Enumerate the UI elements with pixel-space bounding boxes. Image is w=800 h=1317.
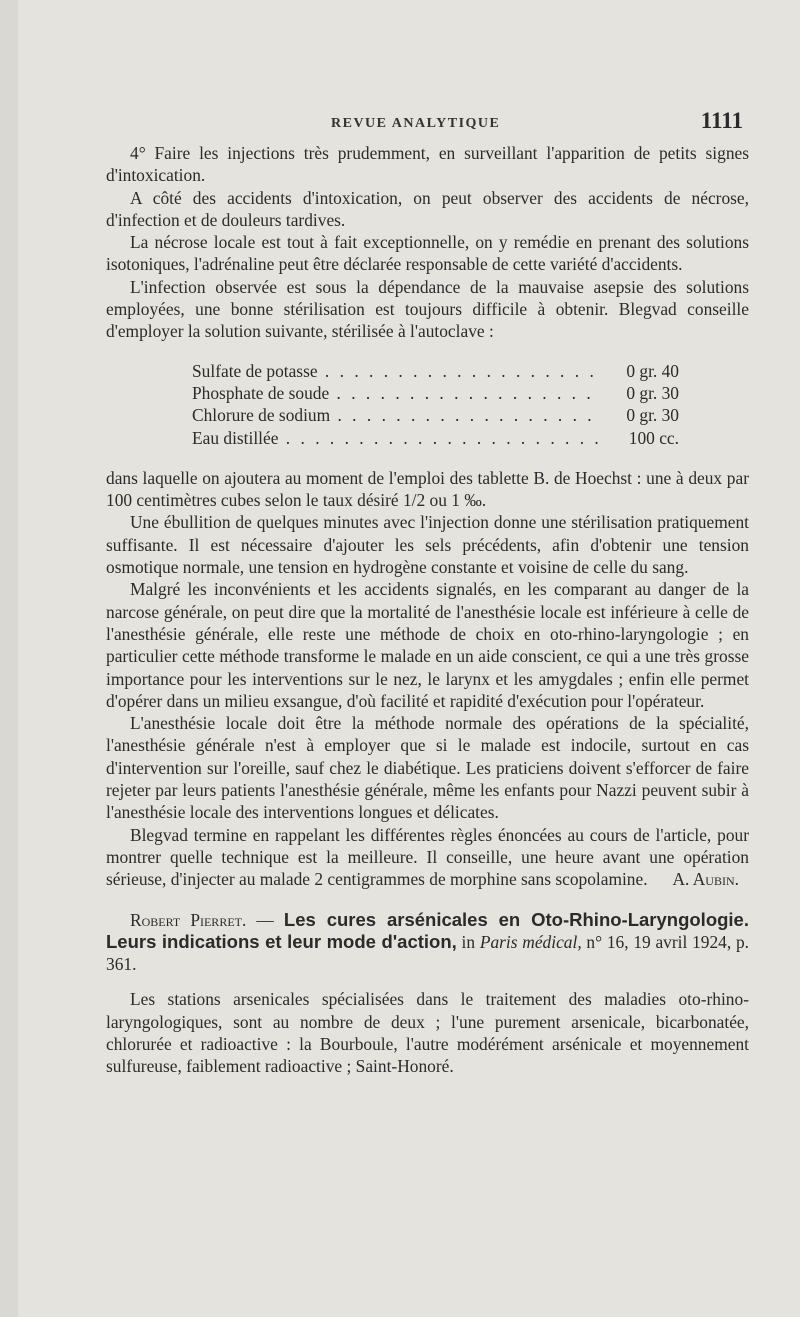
paragraph: L'anesthésie locale doit être la méthode normale des opérations de la spécialité, l'anesthésie générale n'est à employer que si le malade est indocile, surtout en cas d'intervention sur l'oreille, sauf chez le diabétique. Les praticiens doivent s'efforcer de faire rejeter par leurs patients l'anesthésie générale, même les enfants pour Nazzi peuvent subir à l'anesthésie locale des interventions longues et délicates. xyxy=(106,713,749,823)
formula-ingredient: Chlorure de sodium . . . xyxy=(192,404,599,426)
abstract-issue: n° 16, 19 avril 1924, p. 361. xyxy=(106,931,750,975)
paragraph: dans laquelle on ajoutera au moment de l'emploi des tablette B. de Hoechst : une à deux par 100 centimètres cubes selon le taux désiré 1/2 ou 1 ‰. xyxy=(106,467,749,511)
page xyxy=(18,0,800,1317)
page-header xyxy=(106,108,749,142)
abstract-dash: — xyxy=(246,909,284,930)
page-content xyxy=(106,108,750,1078)
abstract-author: Robert Pierret. xyxy=(130,909,247,930)
signature: A. Aubin. xyxy=(672,869,739,890)
formula-ingredient: Sulfate de potasse . . . xyxy=(192,360,599,382)
running-head: REVUE ANALYTIQUE xyxy=(331,116,501,131)
formula-row xyxy=(192,427,749,449)
abstract-journal: Paris médical, xyxy=(479,931,582,952)
paragraph: 4° Faire les injections très prudemment, en surveillant l'apparition de petits signes d'intoxication. xyxy=(106,143,749,186)
paragraph-with-signature xyxy=(106,824,749,891)
paragraph: Les stations arsenicales spécialisées dans le traitement des maladies oto-rhino-laryngologiques, sont au nombre de deux ; l'une purement arsenicale, bicarbonatée, chlorurée et radioactive : la Bourboule, l'autre modérément arsénicale et moyennement sulfureuse, faiblement radioactive ; Saint-Honoré. xyxy=(106,989,749,1077)
formula-quantity: 0 gr. 40 xyxy=(626,360,679,381)
formula-ingredient: Eau distillée . . . xyxy=(192,427,599,449)
abstract-heading xyxy=(106,909,749,976)
paragraph: La nécrose locale est tout à fait exceptionnelle, on y remédie en prenant des solutions isotoniques, l'adrénaline peut être déclarée responsable de cette variété d'accidents. xyxy=(106,232,749,275)
formula-row xyxy=(192,404,749,426)
formula-row xyxy=(192,382,749,404)
formula-row xyxy=(192,360,749,382)
paragraph: Malgré les inconvénients et les accidents signalés, en les comparant au danger de la narcose générale, on peut dire que la mortalité de l'anesthésie locale est inférieure à celle de l'anesthésie générale, elle reste une méthode de choix en oto-rhino-laryngologie ; en particulier cette méthode transforme le malade en un aide conscient, ce qui a une très grosse importance pour les interventions sur le nez, le larynx et les amygdales ; enfin elle permet d'opérer dans un milieu exsangue, d'où facilité et rapidité d'exécution pour l'opérateur. xyxy=(106,579,749,711)
abstract-title: Les cures arsénicales en Oto-Rhino-Laryngologie. Leurs indications et leur mode d'action, xyxy=(106,908,749,952)
abstract-in: in xyxy=(456,931,480,952)
paragraph-text: Blegvad termine en rappelant les différentes règles énoncées au cours de l'article, pour montrer quelle technique est la meilleure. Il conseille, une heure avant une opération sérieuse, d'injecter au malade 2 centigrammes de morphine sans scopolamine. xyxy=(106,824,749,890)
paragraph: L'infection observée est sous la dépendance de la mauvaise asepsie des solutions employées, une bonne stérilisation est toujours difficile à obtenir. Blegvad conseille d'employer la solution suivante, stérilisée à l'autoclave : xyxy=(106,276,749,342)
formula-ingredient: Phosphate de soude . . . xyxy=(192,382,599,404)
formula-quantity: 100 cc. xyxy=(628,427,679,448)
formula-quantity: 0 gr. 30 xyxy=(626,382,679,403)
formula-quantity: 0 gr. 30 xyxy=(626,405,679,426)
paragraph: A côté des accidents d'intoxication, on peut observer des accidents de nécrose, d'infection et de douleurs tardives. xyxy=(106,187,749,230)
solution-formula xyxy=(192,360,749,449)
page-number: 1111 xyxy=(700,108,743,133)
paragraph: Une ébullition de quelques minutes avec l'injection donne une stérilisation pratiquement suffisante. Il est nécessaire d'ajouter les sels précédents, afin d'obtenir une tension osmotique normale, une tension en hydrogène constante et voisine de celle du sang. xyxy=(106,512,749,578)
